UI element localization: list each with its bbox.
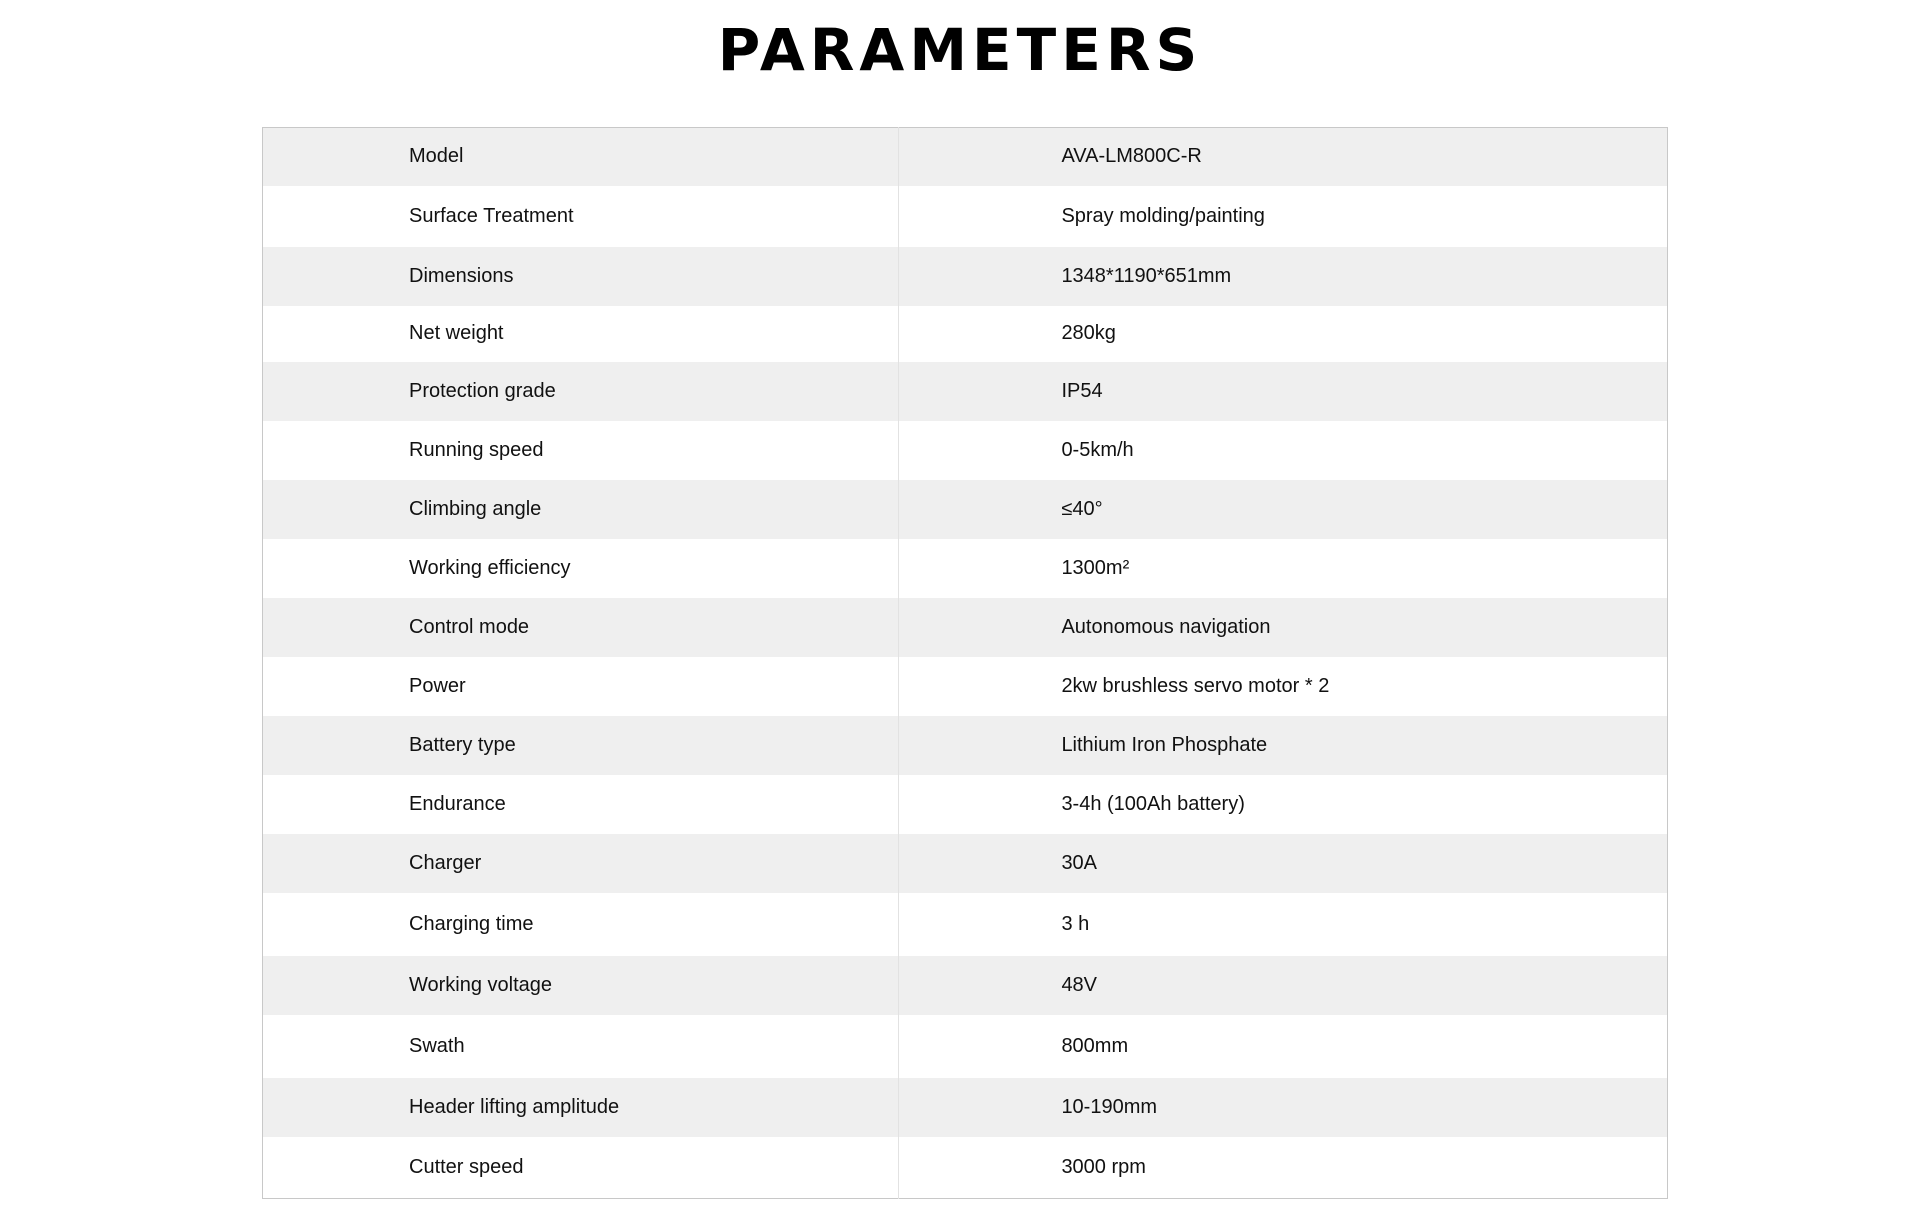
param-label: Net weight	[263, 306, 899, 362]
table-row	[263, 1137, 1668, 1199]
table-row	[263, 716, 1668, 775]
table-row	[263, 186, 1668, 247]
table-row	[263, 128, 1668, 186]
table-row	[263, 539, 1668, 598]
table-row	[263, 1078, 1668, 1137]
param-value: 1348*1190*651mm	[1061, 264, 1232, 287]
table-row	[263, 834, 1668, 893]
param-value: Autonomous navigation	[1061, 615, 1271, 638]
param-value: 2kw brushless servo motor * 2	[1061, 674, 1330, 697]
param-value: 800mm	[1061, 1034, 1129, 1057]
table-row	[263, 306, 1668, 362]
param-label: Running speed	[263, 421, 899, 480]
table-row	[263, 421, 1668, 480]
param-label: Control mode	[263, 598, 899, 657]
param-value: 30A	[1061, 851, 1098, 874]
param-label: Dimensions	[263, 247, 899, 306]
param-label: Working efficiency	[263, 539, 899, 598]
param-label: Swath	[263, 1015, 899, 1078]
param-value: Spray molding/painting	[1061, 204, 1265, 227]
param-label: Surface Treatment	[263, 186, 899, 247]
param-label: Protection grade	[263, 362, 899, 421]
page-title: PARAMETERS	[717, 16, 1203, 84]
param-label: Charger	[263, 834, 899, 893]
param-label: Model	[263, 128, 899, 186]
param-label: Power	[263, 657, 899, 716]
param-value: 1300m²	[1061, 556, 1130, 579]
param-label: Climbing angle	[263, 480, 899, 539]
param-label: Cutter speed	[263, 1137, 899, 1199]
param-label: Charging time	[263, 893, 899, 956]
param-label: Working voltage	[263, 956, 899, 1015]
table-row	[263, 1015, 1668, 1078]
param-value: 0-5km/h	[1061, 438, 1134, 461]
param-value: 280kg	[1061, 322, 1116, 344]
param-label: Header lifting amplitude	[263, 1078, 899, 1137]
table-row	[263, 893, 1668, 956]
table-row	[263, 247, 1668, 306]
table-row	[263, 775, 1668, 834]
param-value: IP54	[1061, 379, 1103, 402]
param-value: 10-190mm	[1061, 1095, 1158, 1118]
param-value: 3000 rpm	[1061, 1155, 1146, 1178]
param-value: 3 h	[1061, 912, 1090, 935]
table-row	[263, 598, 1668, 657]
param-value: Lithium Iron Phosphate	[1061, 733, 1268, 756]
table-row	[263, 480, 1668, 539]
param-value: AVA-LM800C-R	[1061, 145, 1202, 168]
table-row	[263, 956, 1668, 1015]
table-row	[263, 657, 1668, 716]
table-row	[263, 362, 1668, 421]
param-label: Battery type	[263, 716, 899, 775]
param-value: 3-4h (100Ah battery)	[1061, 792, 1245, 815]
parameters-table	[262, 127, 1668, 1199]
param-value: ≤40°	[1061, 497, 1103, 520]
param-label: Endurance	[263, 775, 899, 834]
param-value: 48V	[1061, 973, 1098, 996]
